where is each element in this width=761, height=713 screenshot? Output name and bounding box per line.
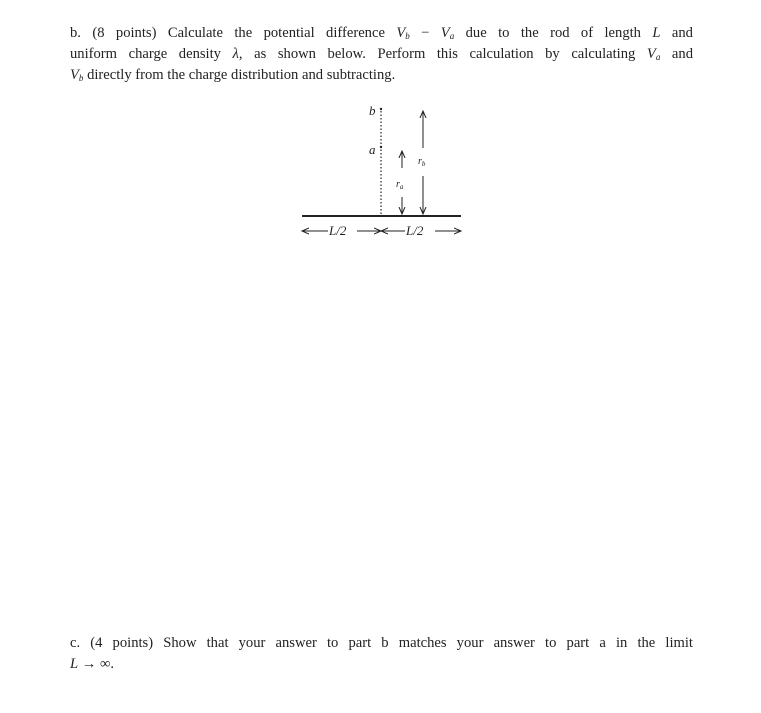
rod-diagram	[295, 98, 470, 248]
part-b-question	[70, 23, 693, 86]
sub-b: b	[78, 73, 84, 83]
text: , as shown below. Perform this calculation by calculating	[238, 46, 647, 62]
right-half-label: L/2	[406, 223, 424, 238]
ra-sub: a	[399, 183, 404, 191]
rb-sub: b	[421, 160, 426, 168]
period: .	[110, 656, 115, 672]
sub-a: a	[655, 52, 661, 62]
var-v: V	[396, 25, 406, 41]
text: directly from the charge distribution and subtracting.	[83, 67, 396, 83]
left-half-label: L/2	[329, 223, 347, 238]
var-l: L	[70, 656, 79, 672]
part-b-label: b. (8 points) Calculate the potential difference	[70, 25, 397, 41]
var-lambda: λ	[232, 46, 239, 62]
text: and	[660, 25, 693, 41]
point-b-label: b	[369, 103, 376, 118]
var-v: V	[646, 46, 656, 62]
text: due to the rod of length	[454, 25, 653, 41]
point-b-dot	[380, 108, 382, 110]
rod-diagram-svg	[295, 98, 470, 248]
part-b-line-2	[70, 44, 693, 65]
point-a-dot	[380, 146, 382, 148]
part-b-line-1	[70, 23, 693, 44]
infinity-symbol: ∞	[100, 656, 111, 672]
sub-b: b	[405, 31, 410, 41]
var-l: L	[652, 25, 661, 41]
part-c-line-1: c. (4 points) Show that your answer to part b matches your answer to part a in the limit	[70, 635, 693, 651]
part-c-line-2	[70, 654, 693, 675]
arrow-symbol: →	[78, 656, 101, 672]
sub-a: a	[449, 31, 455, 41]
text: and	[660, 46, 693, 62]
part-c-question	[70, 633, 693, 675]
point-a-label: a	[369, 142, 376, 157]
rb-r: r	[418, 156, 422, 167]
minus-sign: −	[409, 25, 441, 41]
part-b-line-3	[70, 65, 693, 86]
rb-label	[418, 156, 426, 168]
ra-label	[396, 179, 404, 191]
ra-r: r	[396, 179, 400, 190]
var-v: V	[440, 25, 450, 41]
var-v: V	[70, 67, 79, 83]
text: uniform charge density	[70, 46, 233, 62]
